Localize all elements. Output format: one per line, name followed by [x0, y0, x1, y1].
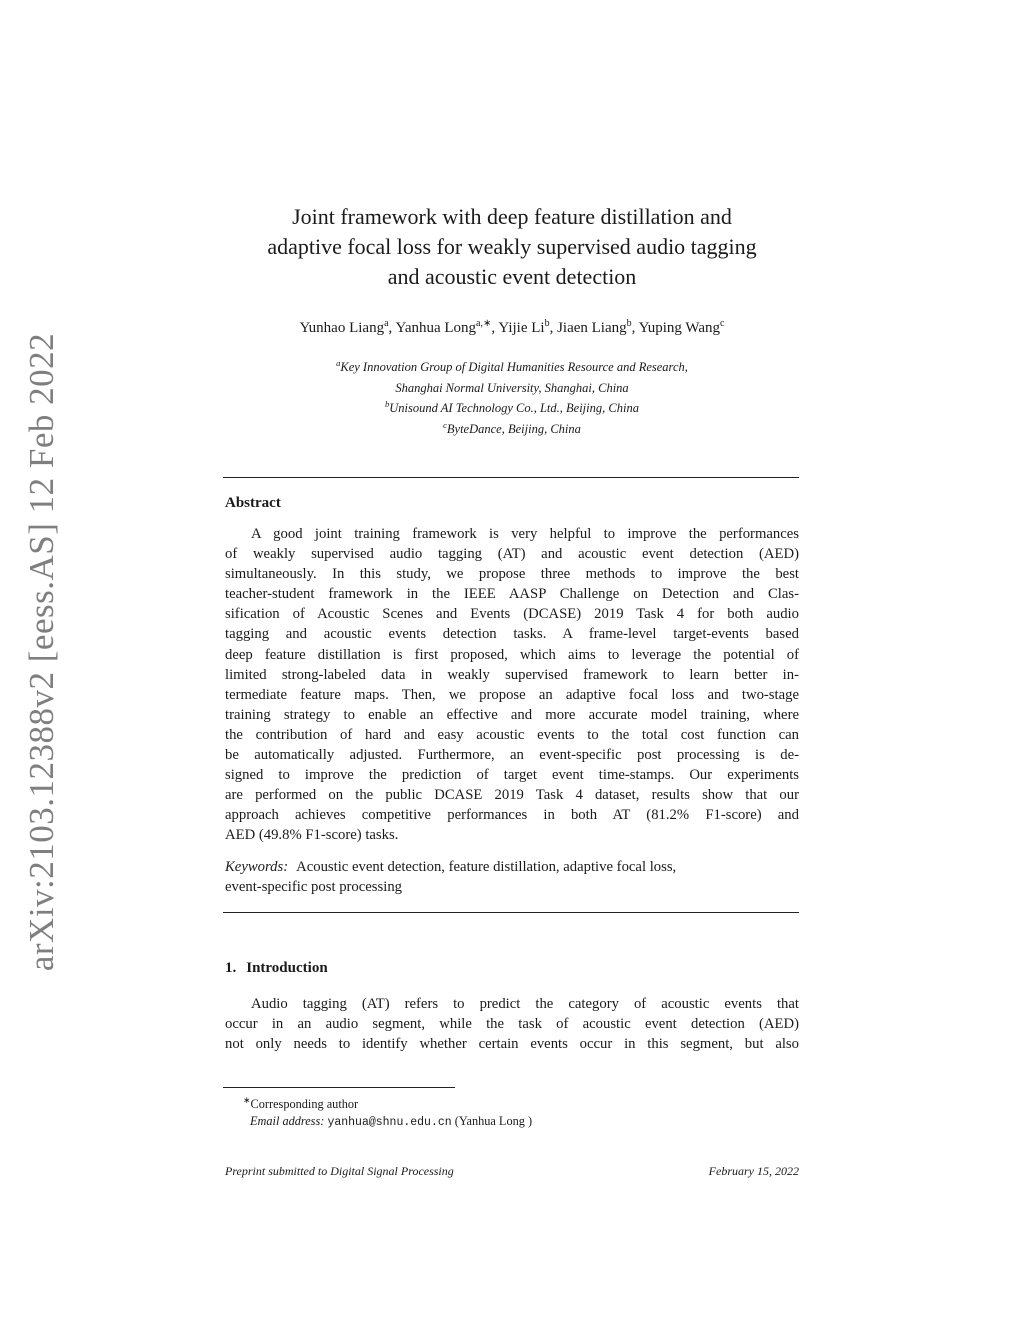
introduction-body: [225, 994, 799, 1054]
email-link[interactable]: yanhua@shnu.edu.cn: [327, 1116, 452, 1130]
abstract-line: termediate feature maps. Then, we propose an adaptive focal loss and two-stage: [225, 686, 799, 703]
abstract-line: training strategy to enable an effective and more accurate model training, where: [225, 706, 799, 723]
footnote-text: Corresponding author: [250, 1097, 359, 1112]
abstract-heading: Abstract: [225, 495, 281, 511]
abstract-line: AED (49.8% F1-score) tasks.: [225, 827, 399, 844]
author-list: [222, 318, 802, 337]
affiliation-text: Shanghai Normal University, Shanghai, China: [395, 380, 629, 395]
abstract-line: tagging and acoustic events detection tasks. A frame-level target-events based: [225, 626, 799, 643]
intro-line: not only needs to identify whether certain events occur in this segment, but also: [225, 1036, 799, 1052]
date-footer: February 15, 2022: [708, 1164, 799, 1178]
affiliation-text: Unisound AI Technology Co., Ltd., Beijing, China: [389, 401, 639, 416]
author-affiliation-mark: a: [384, 318, 389, 329]
affiliation-list: [222, 355, 802, 438]
abstract-line: of weakly supervised audio tagging (AT) and acoustic event detection (AED): [225, 546, 799, 563]
abstract-line: are performed on the public DCASE 2019 Task 4 dataset, results show that our: [225, 787, 799, 804]
footnote-corresponding: [243, 1092, 810, 1113]
abstract-line: the contribution of hard and easy acoustic events to the total cost function can: [225, 726, 799, 743]
footnote-mark: ∗: [243, 1095, 251, 1105]
author-name: Jiaen Liang: [557, 320, 627, 336]
affiliation-line: [222, 396, 802, 417]
author-name: Yijie Li: [498, 320, 545, 336]
affiliation-mark: c: [443, 419, 447, 430]
author-name: Yunhao Liang: [299, 320, 385, 336]
author-name: Yanhua Long: [395, 320, 477, 336]
intro-line: occur in an audio segment, while the task of acoustic event detection (AED): [225, 1016, 799, 1032]
affiliation-line: [222, 376, 802, 397]
paper-title: [222, 202, 802, 292]
abstract-line: A good joint training framework is very helpful to improve the performances: [251, 526, 799, 542]
title-line: and acoustic event detection: [387, 264, 637, 289]
abstract-bottom-rule: [223, 912, 799, 913]
affiliation-text: Key Innovation Group of Digital Humanities Resource and Research,: [340, 360, 688, 375]
author-separator: ,: [491, 320, 499, 336]
abstract-line: approach achieves competitive performances in both AT (81.2% F1-score) and: [225, 807, 799, 824]
keywords-line: [225, 857, 799, 877]
author-affiliation-mark: b: [544, 318, 550, 329]
author-name: Yuping Wang: [638, 320, 721, 336]
arxiv-identifier-stamp[interactable]: arXiv:2103.12388v2 [eess.AS] 12 Feb 2022: [22, 332, 61, 972]
keywords-line: event-specific post processing: [225, 879, 403, 895]
email-owner: (Yanhua Long ): [454, 1114, 533, 1129]
author-affiliation-mark: c: [720, 318, 725, 329]
affiliation-mark: a: [336, 358, 341, 368]
affiliation-text: ByteDance, Beijing, China: [446, 422, 581, 437]
author-separator: ,: [388, 320, 396, 336]
abstract-line: deep feature distillation is first proposed, which aims to leverage the potential of: [225, 646, 799, 663]
author-affiliation-mark: b: [626, 318, 632, 329]
author-affiliation-mark: a,∗: [476, 318, 492, 329]
abstract-body: [225, 524, 799, 846]
title-line: Joint framework with deep feature distillation and: [292, 204, 732, 229]
affiliation-line: [222, 417, 802, 438]
abstract-line: simultaneously. In this study, we propose three methods to improve the best: [225, 566, 799, 583]
keywords-block: [225, 857, 799, 897]
abstract-line: signed to improve the prediction of target event time-stamps. Our experiments: [225, 767, 799, 784]
abstract-line: be automatically adjusted. Furthermore, an event-specific post processing is de-: [225, 747, 799, 764]
abstract-line: teacher-student framework in the IEEE AASP Challenge on Detection and Clas-: [225, 586, 799, 603]
keywords-label: Keywords:: [225, 859, 289, 875]
abstract-line: sification of Acoustic Scenes and Events (DCASE) 2019 Task 4 for both audio: [225, 606, 799, 623]
section-number: 1.: [225, 960, 237, 976]
section-title: Introduction: [246, 960, 328, 976]
affiliation-line: [222, 355, 802, 376]
footnote-rule: [223, 1087, 455, 1088]
abstract-top-rule: [223, 477, 799, 478]
abstract-line: limited strong-labeled data in weakly supervised framework to learn better in-: [225, 666, 799, 683]
author-separator: ,: [549, 320, 558, 336]
preprint-footer: Preprint submitted to Digital Signal Processing: [225, 1164, 454, 1178]
introduction-heading: [225, 960, 328, 977]
title-line: adaptive focal loss for weakly supervised audio tagging: [267, 234, 757, 259]
author-separator: ,: [631, 320, 639, 336]
affiliation-mark: b: [385, 399, 390, 410]
footnote-email-line: [250, 1113, 810, 1131]
footnote: [243, 1092, 810, 1131]
keywords-text: Acoustic event detection, feature distillation, adaptive focal loss,: [296, 859, 677, 875]
intro-line: Audio tagging (AT) refers to predict the category of acoustic events that: [251, 996, 799, 1012]
email-label: Email address:: [250, 1114, 325, 1129]
